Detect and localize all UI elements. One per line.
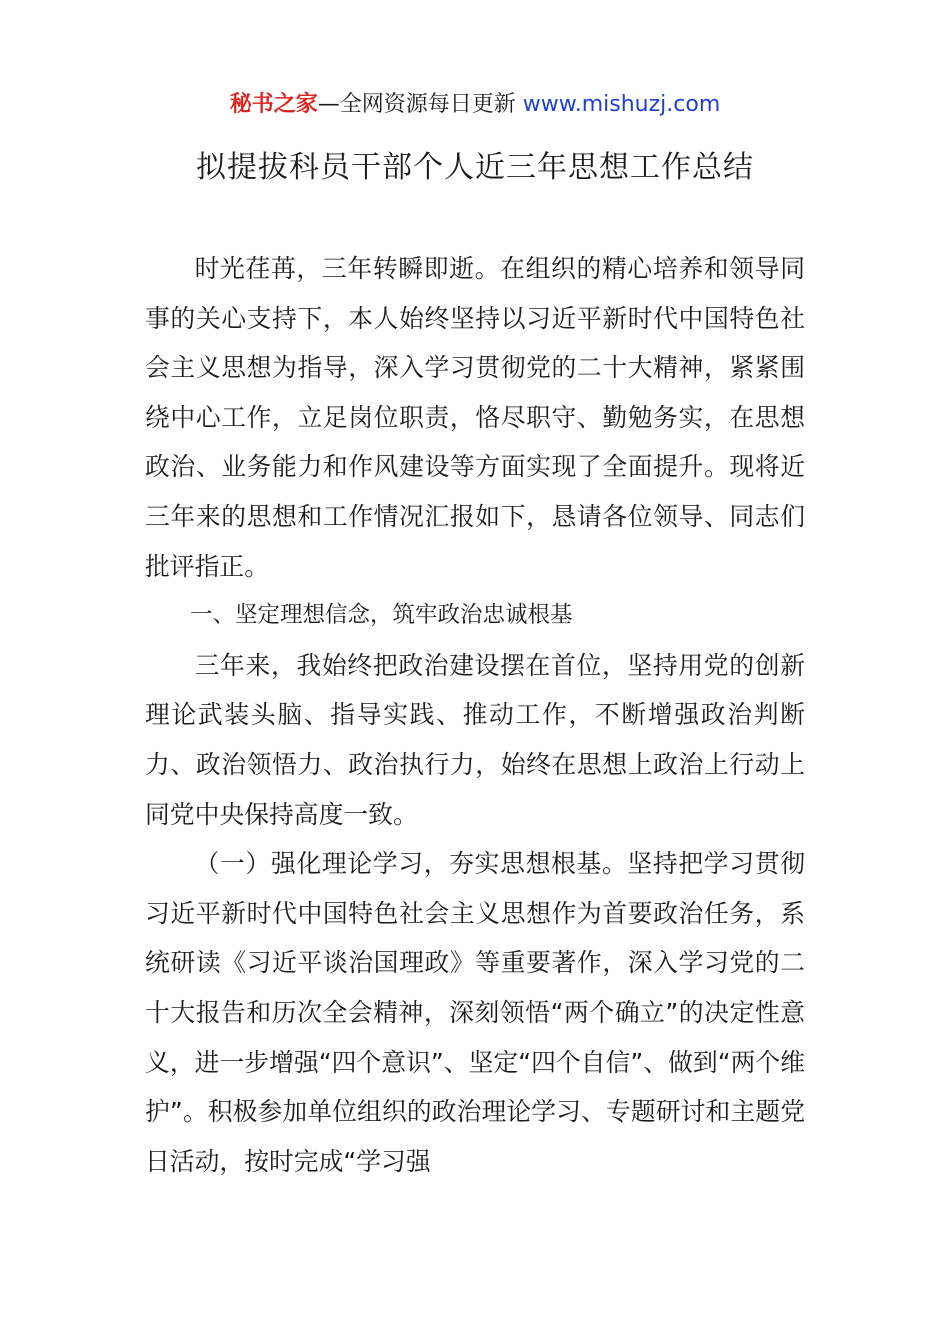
header-tagline: —全网资源每日更新	[317, 92, 523, 117]
brand-name: 秘书之家	[229, 92, 318, 117]
paragraph-intro: 时光荏苒，三年转瞬即逝。在组织的精心培养和领导同事的关心支持下，本人始终坚持以习近平新时代中国特色社会主义思想为指导，深入学习贯彻党的二十大精神，紧紧围绕中心工作，立足岗位职责，恪尽职守、勤勉务实，在思想政治、业务能力和作风建设等方面实现了全面提升。现将近三年来的思想和工作情况汇报如下，恳请各位领导、同志们批评指正。	[145, 254, 805, 581]
document-title: 拟提拔科员干部个人近三年思想工作总结	[196, 150, 754, 185]
site-url-link[interactable]: www.mishuzj.com	[522, 92, 721, 117]
paragraph-section-1: 三年来，我始终把政治建设摆在首位，坚持用党的创新理论武装头脑、指导实践、推动工作，不断增强政治判断力、政治领悟力、政治执行力，始终在思想上政治上行动上同党中央保持高度一致。	[145, 650, 805, 829]
document-body	[145, 244, 805, 1186]
paragraph-subsection-1: （一）强化理论学习，夯实思想根基。坚持把学习贯彻习近平新时代中国特色社会主义思想作为首要政治任务，系统研读《习近平谈治国理政》等重要著作，深入学习党的二十大报告和历次全会精神，深刻领悟“两个确立”的决定性意义，进一步增强“四个意识”、坚定“四个自信”、做到“两个维护”。积极参加单位组织的政治理论学习、专题研讨和主题党日活动，按时完成“学习强	[145, 849, 805, 1176]
site-header	[0, 88, 950, 122]
section-heading-1: 一、坚定理想信念，筑牢政治忠诚根基	[190, 602, 573, 629]
